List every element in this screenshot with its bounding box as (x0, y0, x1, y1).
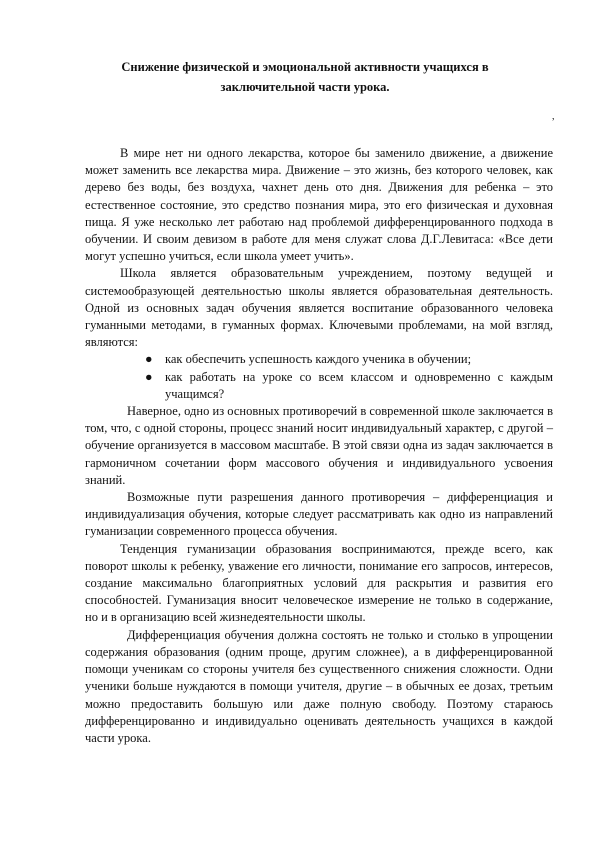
title-line-1: Снижение физической и эмоциональной активности учащихся в (121, 60, 489, 74)
paragraph-contradiction: Наверное, одно из основных противоречий в современной школе заключается в том, что, с одной стороны, процесс знаний носит индивидуальный характер, с другой – обучение организуется в массовом масштабе. В этой связи одна из задач заключается в гармоничном сочетании форм массового обучения и индивидуального усвоения знаний. (85, 404, 553, 487)
key-problems-list (85, 351, 553, 403)
document-body (85, 145, 553, 747)
paragraph-school: Школа является образовательным учреждением, поэтому ведущей и системообразующей деятельностью школы является образовательная деятельность. Одной из основных задач обучения является воспитание образованного человека гуманными методами, в гуманных формах. Ключевыми проблемами, на мой взгляд, являются: (85, 266, 553, 350)
paragraph-differentiation: Дифференциация обучения должна состоять не только и столько в упрощении содержания образования (одним проще, другим сложнее), а в дифференцированной помощи ученикам со стороны учителя без существенного снижения сложности. Одни ученики больше нуждаются в помощи учителя, другие – в обычных ее дозах, третьим можно предоставить большую или даже полную свободу. Поэтому стараюсь дифференцированно и индивидуально оценивать деятельность учащихся в каждой части урока. (85, 627, 553, 745)
paragraph-humanization: Тенденция гуманизации образования воспринимаются, прежде всего, как поворот школы к ребенку, уважение его личности, понимание его запросов, интересов, создание максимально благоприятных условий для раскрытия и развития его способностей. Гуманизация вносит человеческое измерение не только в содержание, но и в организацию всей жизнедеятельности школы. (85, 541, 553, 625)
list-item-text: как работать на уроке со всем классом и одновременно с каждым учащимся? (165, 369, 553, 401)
stray-comma: , (552, 111, 555, 122)
document-title (85, 57, 525, 97)
paragraph-intro: В мире нет ни одного лекарства, которое бы заменило движение, а движение может заменить все лекарства мира. Движение – это жизнь, без которого человек, как дерево без воды, без воздуха, чахнет день ото дня. Движения для ребенка – это естественное состояние, это средство познания мира, это его физическая и духовная пища. Я уже несколько лет работаю над проблемой дифференцированного подхода в обучении. И своим девизом в работе для меня служат слова Д.Г.Левитаса: «Все дети могут успешно учиться, если школа умеет учить». (85, 146, 553, 264)
list-item (145, 369, 553, 403)
paragraph-resolution: Возможные пути разрешения данного противоречия – дифференциация и индивидуализация обучения, которые следует рассматривать как одно из направлений гуманизации современного процесса обучения. (85, 490, 553, 539)
list-item-text: как обеспечить успешность каждого ученика в обучении; (165, 352, 472, 367)
bullet-icon: ● (145, 352, 153, 367)
title-line-2: заключительной части урока. (220, 80, 390, 94)
list-item (145, 351, 553, 368)
bullet-icon: ● (145, 369, 153, 384)
